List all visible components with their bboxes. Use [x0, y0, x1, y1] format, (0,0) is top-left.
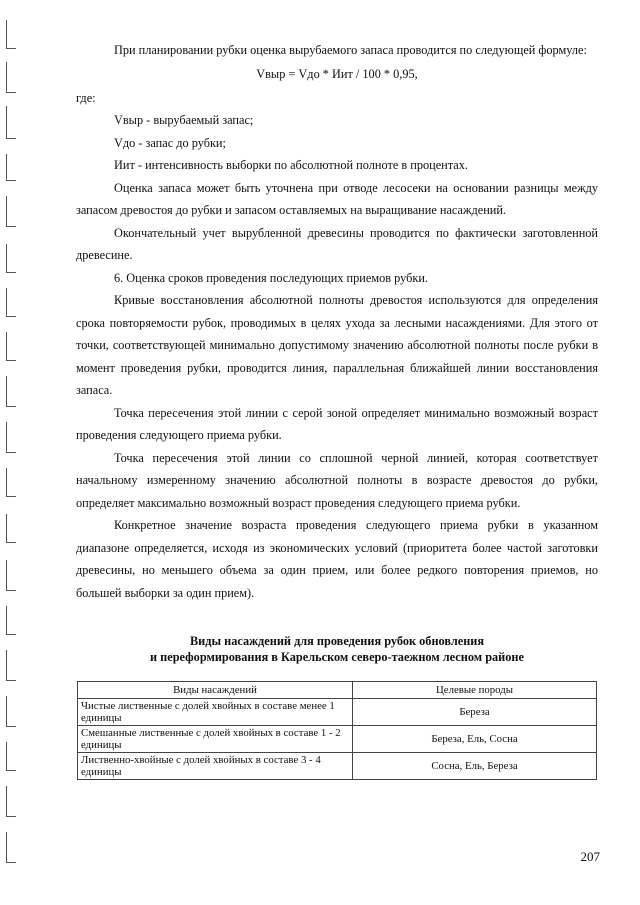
table-row: [78, 726, 597, 753]
formula: Vвыр = Vдо * Иит / 100 * 0,95,: [256, 66, 418, 81]
cell-stand-type: Смешанные лиственные с долей хвойных в составе 1 - 2 единицы: [78, 726, 353, 753]
body-text: [76, 39, 598, 604]
definition-iit: Иит - интенсивность выборки по абсолютной полноте в процентах.: [114, 158, 468, 172]
table-title-line-2: и переформирования в Карельском северо-таежном лесном районе: [150, 650, 524, 664]
binding-marks: [6, 20, 20, 880]
where-label: где:: [76, 90, 96, 105]
cell-stand-type: Чистые лиственные с долей хвойных в составе менее 1 единицы: [78, 699, 353, 726]
cell-target-species: Сосна, Ель, Береза: [353, 753, 597, 780]
cell-target-species: Береза: [353, 699, 597, 726]
species-table: [77, 681, 597, 780]
page-number: 207: [580, 849, 600, 864]
table-title-line-1: Виды насаждений для проведения рубок обновления: [189, 634, 485, 648]
table-header-row: [78, 682, 597, 699]
paragraph-recovery-curves: Кривые восстановления абсолютной полноты древостоя используются для определения срока повторяемости рубок, проводимых в целях ухода за лесными насаждениями. Для этого от точки, соответствующей минимально допустимому значению абсолютной полноты после рубки в момент проведения рубки, проводится линия, параллельная ближайшей линии восстановления запаса.: [76, 293, 598, 397]
section-heading-6: 6. Оценка сроков проведения последующих приемов рубки.: [114, 270, 428, 285]
paragraph-economic-conditions: Конкретное значение возраста проведения следующего приема рубки в указанном диапазоне определяется, исходя из экономических условий (приоритета более частой заготовки древесины, но меньшего объема за один прием, или более редкого повторения приемов, но большей выборки за один прием).: [76, 518, 598, 600]
paragraph-formula-intro: При планировании рубки оценка вырубаемого запаса проводится по следующей формуле:: [114, 43, 587, 57]
definition-vvyr: Vвыр - вырубаемый запас;: [114, 113, 254, 127]
table-row: [78, 699, 597, 726]
table-title: [76, 633, 598, 665]
definition-vdo: Vдо - запас до рубки;: [114, 135, 226, 150]
table-row: [78, 753, 597, 780]
cell-stand-type: Лиственно-хвойные с долей хвойных в составе 3 - 4 единицы: [78, 753, 353, 780]
paragraph-grey-zone: Точка пересечения этой линии с серой зоной определяет минимально возможный возраст проведения следующего приема рубки.: [76, 405, 598, 442]
paragraph-black-line: Точка пересечения этой линии со сплошной черной линией, которая соответствует начальному измеренному значению абсолютной полноты в возрасте древостоя до рубки, определяет максимально возможный возраст проведения следующего приема рубки.: [76, 450, 598, 510]
paragraph-final-count: Окончательный учет вырубленной древесины проводится по фактически заготовленной древесине.: [76, 225, 598, 262]
header-target-species: Целевые породы: [353, 682, 597, 699]
header-stand-types: Виды насаждений: [78, 682, 353, 699]
paragraph-estimate: Оценка запаса может быть уточнена при отводе лесосеки на основании разницы между запасом древостоя до рубки и запасом оставляемых на выращивание насаждений.: [76, 180, 598, 217]
cell-target-species: Береза, Ель, Сосна: [353, 726, 597, 753]
